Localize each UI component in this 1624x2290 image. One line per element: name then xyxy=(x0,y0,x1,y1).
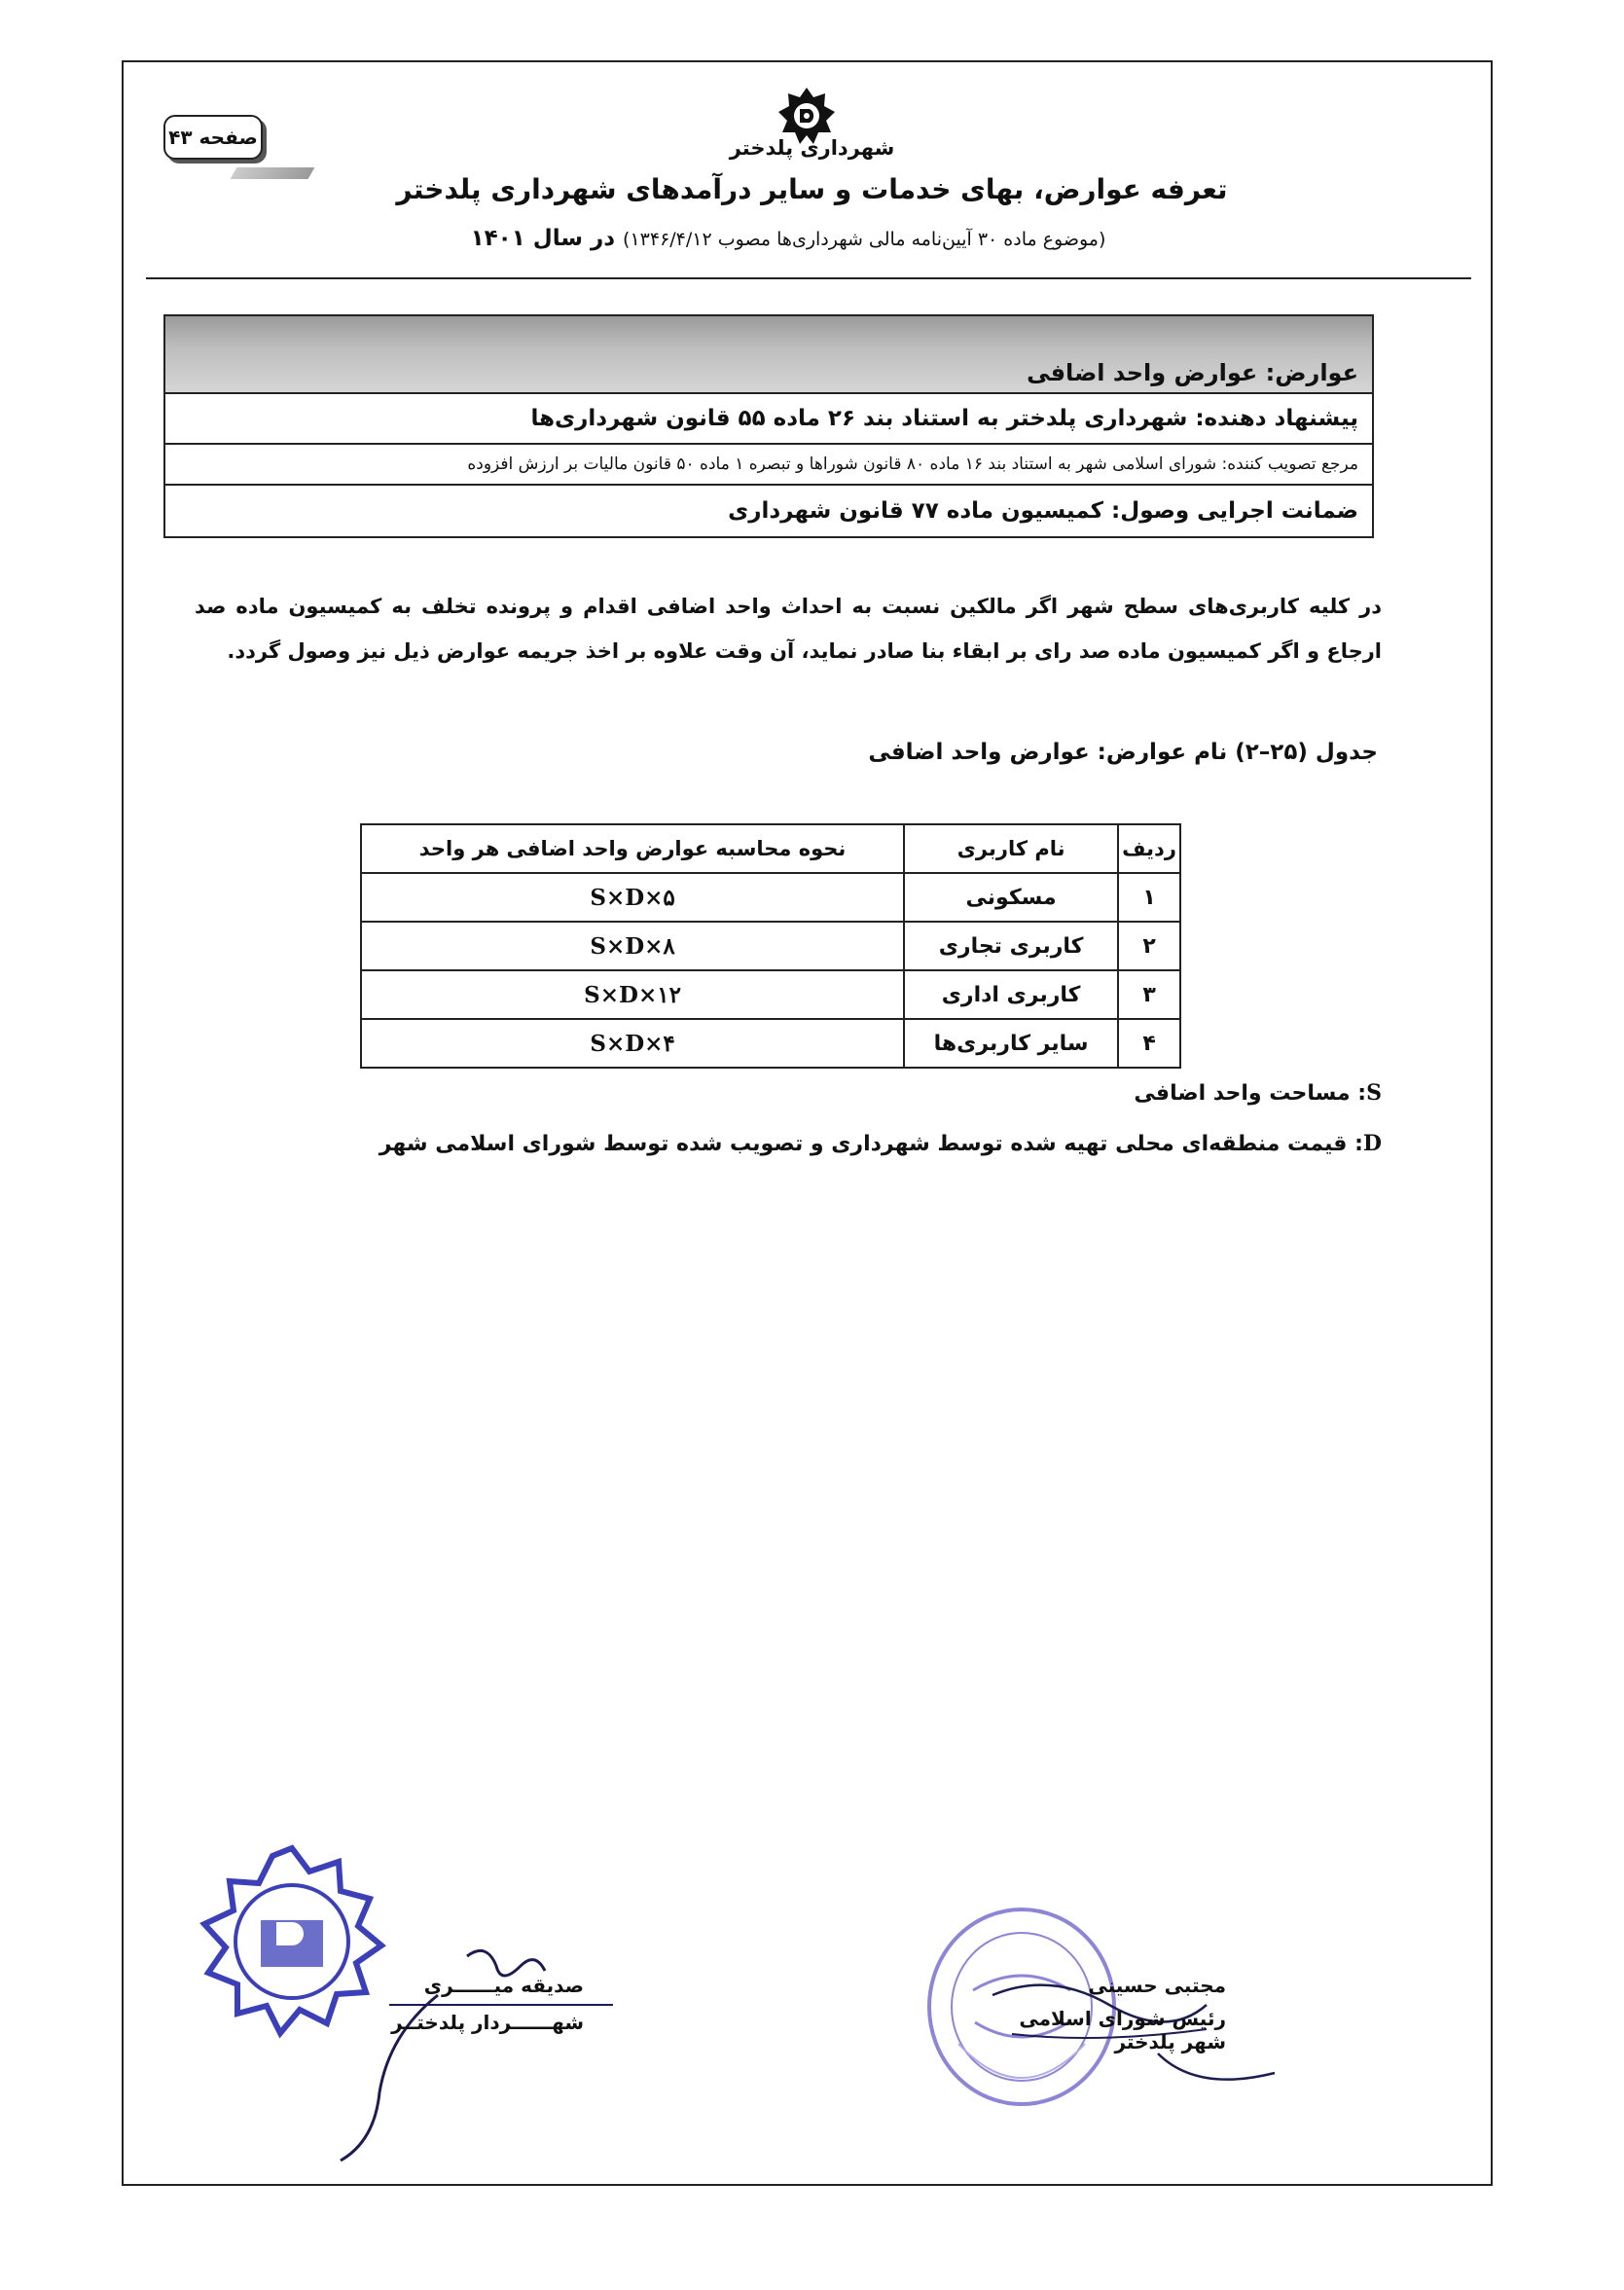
formula: S×D×۱۲ xyxy=(361,970,904,1019)
definition-s-key: S xyxy=(1366,1080,1382,1106)
definition-s-text: : مساحت واحد اضافی xyxy=(1134,1081,1367,1106)
council-signer-name: مجتبی حسینی xyxy=(1088,1974,1226,1997)
table-row xyxy=(361,873,1180,922)
definition-d xyxy=(292,1131,1382,1156)
approver-row: مرجع تصویب کننده: شورای اسلامی شهر به استناد بند ۱۶ ماده ۸۰ قانون شوراها و تبصره ۱ ماده ۵۰ قانون مالیات بر ارزش افزوده xyxy=(164,444,1373,485)
council-signature-block xyxy=(992,1974,1226,2054)
enforcement-row: ضمانت اجرایی وصول: کمیسیون ماده ۷۷ قانون شهرداری xyxy=(164,485,1373,537)
usage-name: کاربری اداری xyxy=(904,970,1118,1019)
proposer-row: پیشنهاد دهنده: شهرداری پلدختر به استناد بند ۲۶ ماده ۵۵ قانون شهرداری‌ها xyxy=(164,393,1373,444)
page-number-label: صفحه ۴۳ xyxy=(168,126,258,149)
table-row xyxy=(361,1019,1180,1068)
row-number: ۲ xyxy=(1118,922,1180,970)
mayor-signature-icon xyxy=(272,1937,623,2170)
usage-name: مسکونی xyxy=(904,873,1118,922)
usage-name: سایر کاربری‌ها xyxy=(904,1019,1118,1068)
mayor-signer-name: صدیقه میــــــری xyxy=(423,1974,584,1997)
table-row xyxy=(361,922,1180,970)
org-name: شهرداری پلدختر xyxy=(729,136,895,160)
header-formula: نحوه محاسبه عوارض واحد اضافی هر واحد xyxy=(361,824,904,873)
formula: S×D×۴ xyxy=(361,1019,904,1068)
row-number: ۱ xyxy=(1118,873,1180,922)
table-row xyxy=(361,970,1180,1019)
formula: S×D×۵ xyxy=(361,873,904,922)
subtitle-year: در سال ۱۴۰۱ xyxy=(470,226,624,251)
document-subtitle xyxy=(448,226,1129,251)
mayor-signature-block xyxy=(360,1974,584,2034)
table-header-row xyxy=(361,824,1180,873)
fee-info-box xyxy=(163,314,1374,538)
subtitle-text: (موضوع ماده ۳۰ آیین‌نامه مالی شهرداری‌ها مصوب ۱۳۴۶/۴/۱۲) xyxy=(623,229,1106,250)
mayor-signer-role: شهــــــردار پلدختــر xyxy=(391,2011,584,2034)
table-caption: جدول (۲۵–۲) نام عوارض: عوارض واحد اضافی xyxy=(868,740,1378,765)
header-divider xyxy=(146,277,1471,279)
fee-table xyxy=(360,823,1181,1069)
document-title: تعرفه عوارض، بهای خدمات و سایر درآمدهای شهرداری پلدختر xyxy=(396,173,1228,205)
description-paragraph: در کلیه کاربری‌های سطح شهر اگر مالکین نسبت به احداث واحد اضافی اقدام و پرونده تخلف به کمیسیون ماده صد ارجاع و اگر کمیسیون ماده صد رای بر ابقاء بنا صادر نماید، آن وقت علاوه بر اخذ جریمه عوارض ذیل نیز وصول گردد. xyxy=(195,595,1382,663)
header-usage: نام کاربری xyxy=(904,824,1118,873)
usage-name: کاربری تجاری xyxy=(904,922,1118,970)
fee-title: عوارض: عوارض واحد اضافی xyxy=(164,315,1373,393)
definition-d-key: D xyxy=(1362,1131,1382,1156)
definition-d-text: : قیمت منطقه‌ای محلی تهیه شده توسط شهرداری و تصویب شده توسط شورای اسلامی شهر xyxy=(379,1132,1363,1156)
council-signer-role: رئیس شورای اسلامی شهر پلدختر xyxy=(1019,2007,1226,2054)
row-number: ۴ xyxy=(1118,1019,1180,1068)
row-number: ۳ xyxy=(1118,970,1180,1019)
definition-s xyxy=(292,1080,1382,1106)
header-row-number: ردیف xyxy=(1118,824,1180,873)
formula: S×D×۸ xyxy=(361,922,904,970)
